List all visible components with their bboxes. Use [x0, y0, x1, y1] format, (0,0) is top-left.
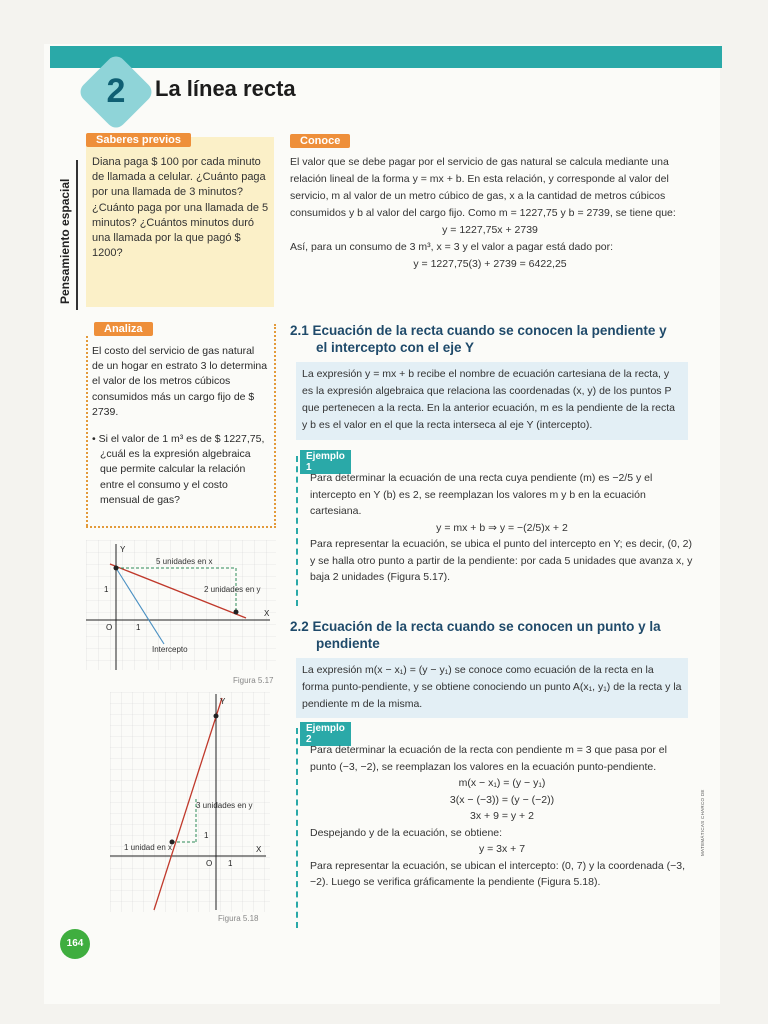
- example-2-text1: Para determinar la ecuación de la recta con pendiente m = 3 que pasa por el punto (−3, −2), se reemplazan los valores en la ecuación punto-pendiente.: [310, 744, 667, 773]
- conoce-equation-2: y = 1227,75(3) + 2739 = 6422,25: [413, 258, 567, 270]
- conoce-paragraph-2: Así, para un consumo de 3 m³, x = 3 y el valor a pagar está dado por:: [290, 241, 614, 253]
- figure-1-label-intercept: Intercepto: [152, 645, 188, 654]
- figure-2-origin: O: [206, 859, 213, 868]
- saberes-box: [86, 134, 274, 307]
- example-1: [296, 451, 693, 606]
- conoce-tag: Conoce: [290, 134, 350, 148]
- analiza-tag: Analiza: [94, 322, 153, 336]
- section-2-2-heading: [290, 618, 661, 652]
- section-2-1-heading-line2: el intercepto con el eje Y: [316, 340, 475, 355]
- analiza-text: El costo del servicio de gas natural de un hogar en estrato 3 lo determina el valor de los metros cúbicos consumidos más un cargo fijo de $ 2739.: [92, 345, 268, 418]
- figure-1-label-run: 5 unidades en x: [156, 557, 213, 566]
- figure-5-18: [110, 692, 270, 912]
- conoce-section: [290, 154, 690, 273]
- figure-5-17: [86, 540, 276, 670]
- example-1-text2: Para representar la ecuación, se ubica el punto del intercepto en Y; es decir, (0, 2) y se halla otro punto a partir de la pendiente: por cada 5 unidades que avanza x, y baja 2 unidades (Figura 5.17).: [310, 538, 693, 583]
- figure-1-axis-x: X: [264, 609, 270, 618]
- section-2-1-heading-line1: 2.1 Ecuación de la recta cuando se conocen la pendiente y: [290, 323, 667, 338]
- saberes-text: Diana paga $ 100 por cada minuto de llamada a celular. ¿Cuánto paga por una llamada de 3 minutos? ¿Cuánto paga por una llamada de 5 minutos? ¿Cuántos minutos duró una llamada por la que pagó $ 1200?: [92, 156, 269, 260]
- section-2-1-heading: [290, 322, 667, 356]
- figure-1-tick-y: 1: [104, 585, 109, 594]
- figure-1-origin: O: [106, 623, 113, 632]
- figure-1-intercept-point: [114, 566, 119, 571]
- figure-5-18-caption: Figura 5.18: [218, 914, 259, 923]
- header-bar: [50, 46, 722, 68]
- figure-1-second-point: [234, 610, 239, 615]
- publisher-mark: MATEMÁTICAS CHARCO DE: [700, 789, 705, 856]
- example-2-text3: Para representar la ecuación, se ubican el intercepto: (0, 7) y la coordenada (−3, −2). Luego se verifica gráficamente la pendiente (Figura 5.18).: [310, 859, 686, 888]
- section-2-2-definition: La expresión m(x − x₁) = (y − y₁) se conoce como ecuación de la recta en la forma punto-pendiente, y se obtiene conociendo un punto A(x₁, y₁) de la recta y la pendiente m de la misma.: [296, 658, 688, 718]
- conoce-paragraph: El valor que se debe pagar por el servicio de gas natural se calcula mediante una relación lineal de la forma y = mx + b. En esta relación, y corresponde al valor del servicio, m al valor de un metro cúbico de gas, x a la cantidad de metros cúbicos consumidos y b al valor del cargo fijo. Como m = 1227,75 y b = 2739, se tiene que:: [290, 156, 676, 219]
- page-number: 164: [60, 929, 90, 959]
- analiza-box: [86, 324, 276, 528]
- example-2-eq4: y = 3x + 7: [478, 843, 526, 855]
- section-2-2-heading-line2: pendiente: [316, 636, 380, 651]
- saberes-tag: Saberes previos: [86, 133, 191, 147]
- figure-1-label-rise: 2 unidades en y: [204, 585, 261, 594]
- lesson-title: La línea recta: [155, 76, 296, 101]
- example-2-eq2: 3(x − (−3)) = (y − (−2)): [449, 793, 555, 806]
- example-2-text2: Despejando y de la ecuación, se obtiene:: [310, 826, 503, 839]
- figure-2-label-rise: 3 unidades en y: [196, 801, 253, 810]
- figure-2-tick-x: 1: [228, 859, 233, 868]
- conoce-equation-1: y = 1227,75x + 2739: [442, 224, 538, 236]
- analiza-list: [92, 432, 268, 508]
- section-2-2-heading-line1: 2.2 Ecuación de la recta cuando se conocen un punto y la: [290, 619, 661, 634]
- analiza-bullet: • Si el valor de 1 m³ es de $ 1227,75, ¿cuál es la expresión algebraica que permite calcular la relación entre el consumo y el costo mensual de gas?: [92, 433, 265, 506]
- example-1-tag: Ejemplo 1: [300, 450, 351, 474]
- example-2-eq3: 3x + 9 = y + 2: [470, 810, 534, 822]
- figure-2-intercept-point: [214, 714, 219, 719]
- example-1-text1: Para determinar la ecuación de una recta cuya pendiente (m) es −2/5 y el intercepto en Y (b) es 2, se reemplazan los valores m y b en la ecuación cartesiana.: [310, 472, 653, 517]
- example-2-body: [310, 742, 694, 891]
- lesson-number: 2: [106, 72, 126, 110]
- example-2-eq1: m(x − x₁) = (y − y₁): [458, 777, 546, 789]
- figure-2-axis-y: Y: [220, 697, 226, 706]
- side-tab: [48, 160, 78, 310]
- figure-1-tick-x: 1: [136, 623, 141, 632]
- section-2-1-definition: La expresión y = mx + b recibe el nombre de ecuación cartesiana de la recta, y es la expresión algebraica que relaciona las coordenadas (x, y) de los puntos P que pertenecen a la recta. En la anterior ecuación, m es la pendiente de la recta y b es el valor en el que la recta interseca al eje Y (intercepto).: [296, 362, 688, 440]
- example-1-body: [310, 470, 694, 586]
- figure-2-axis-x: X: [256, 845, 262, 854]
- figure-2-tick-y: 1: [204, 831, 209, 840]
- figure-5-17-caption: Figura 5.17: [233, 676, 274, 685]
- side-tab-label: Pensamiento espacial: [58, 178, 72, 304]
- example-2: [296, 723, 686, 928]
- figure-1-axis-y: Y: [120, 545, 126, 554]
- example-1-equation: y = mx + b ⇒ y = −(2/5)x + 2: [436, 521, 568, 534]
- example-2-tag: Ejemplo 2: [300, 722, 351, 746]
- figure-2-label-run: 1 unidad en x: [124, 843, 173, 852]
